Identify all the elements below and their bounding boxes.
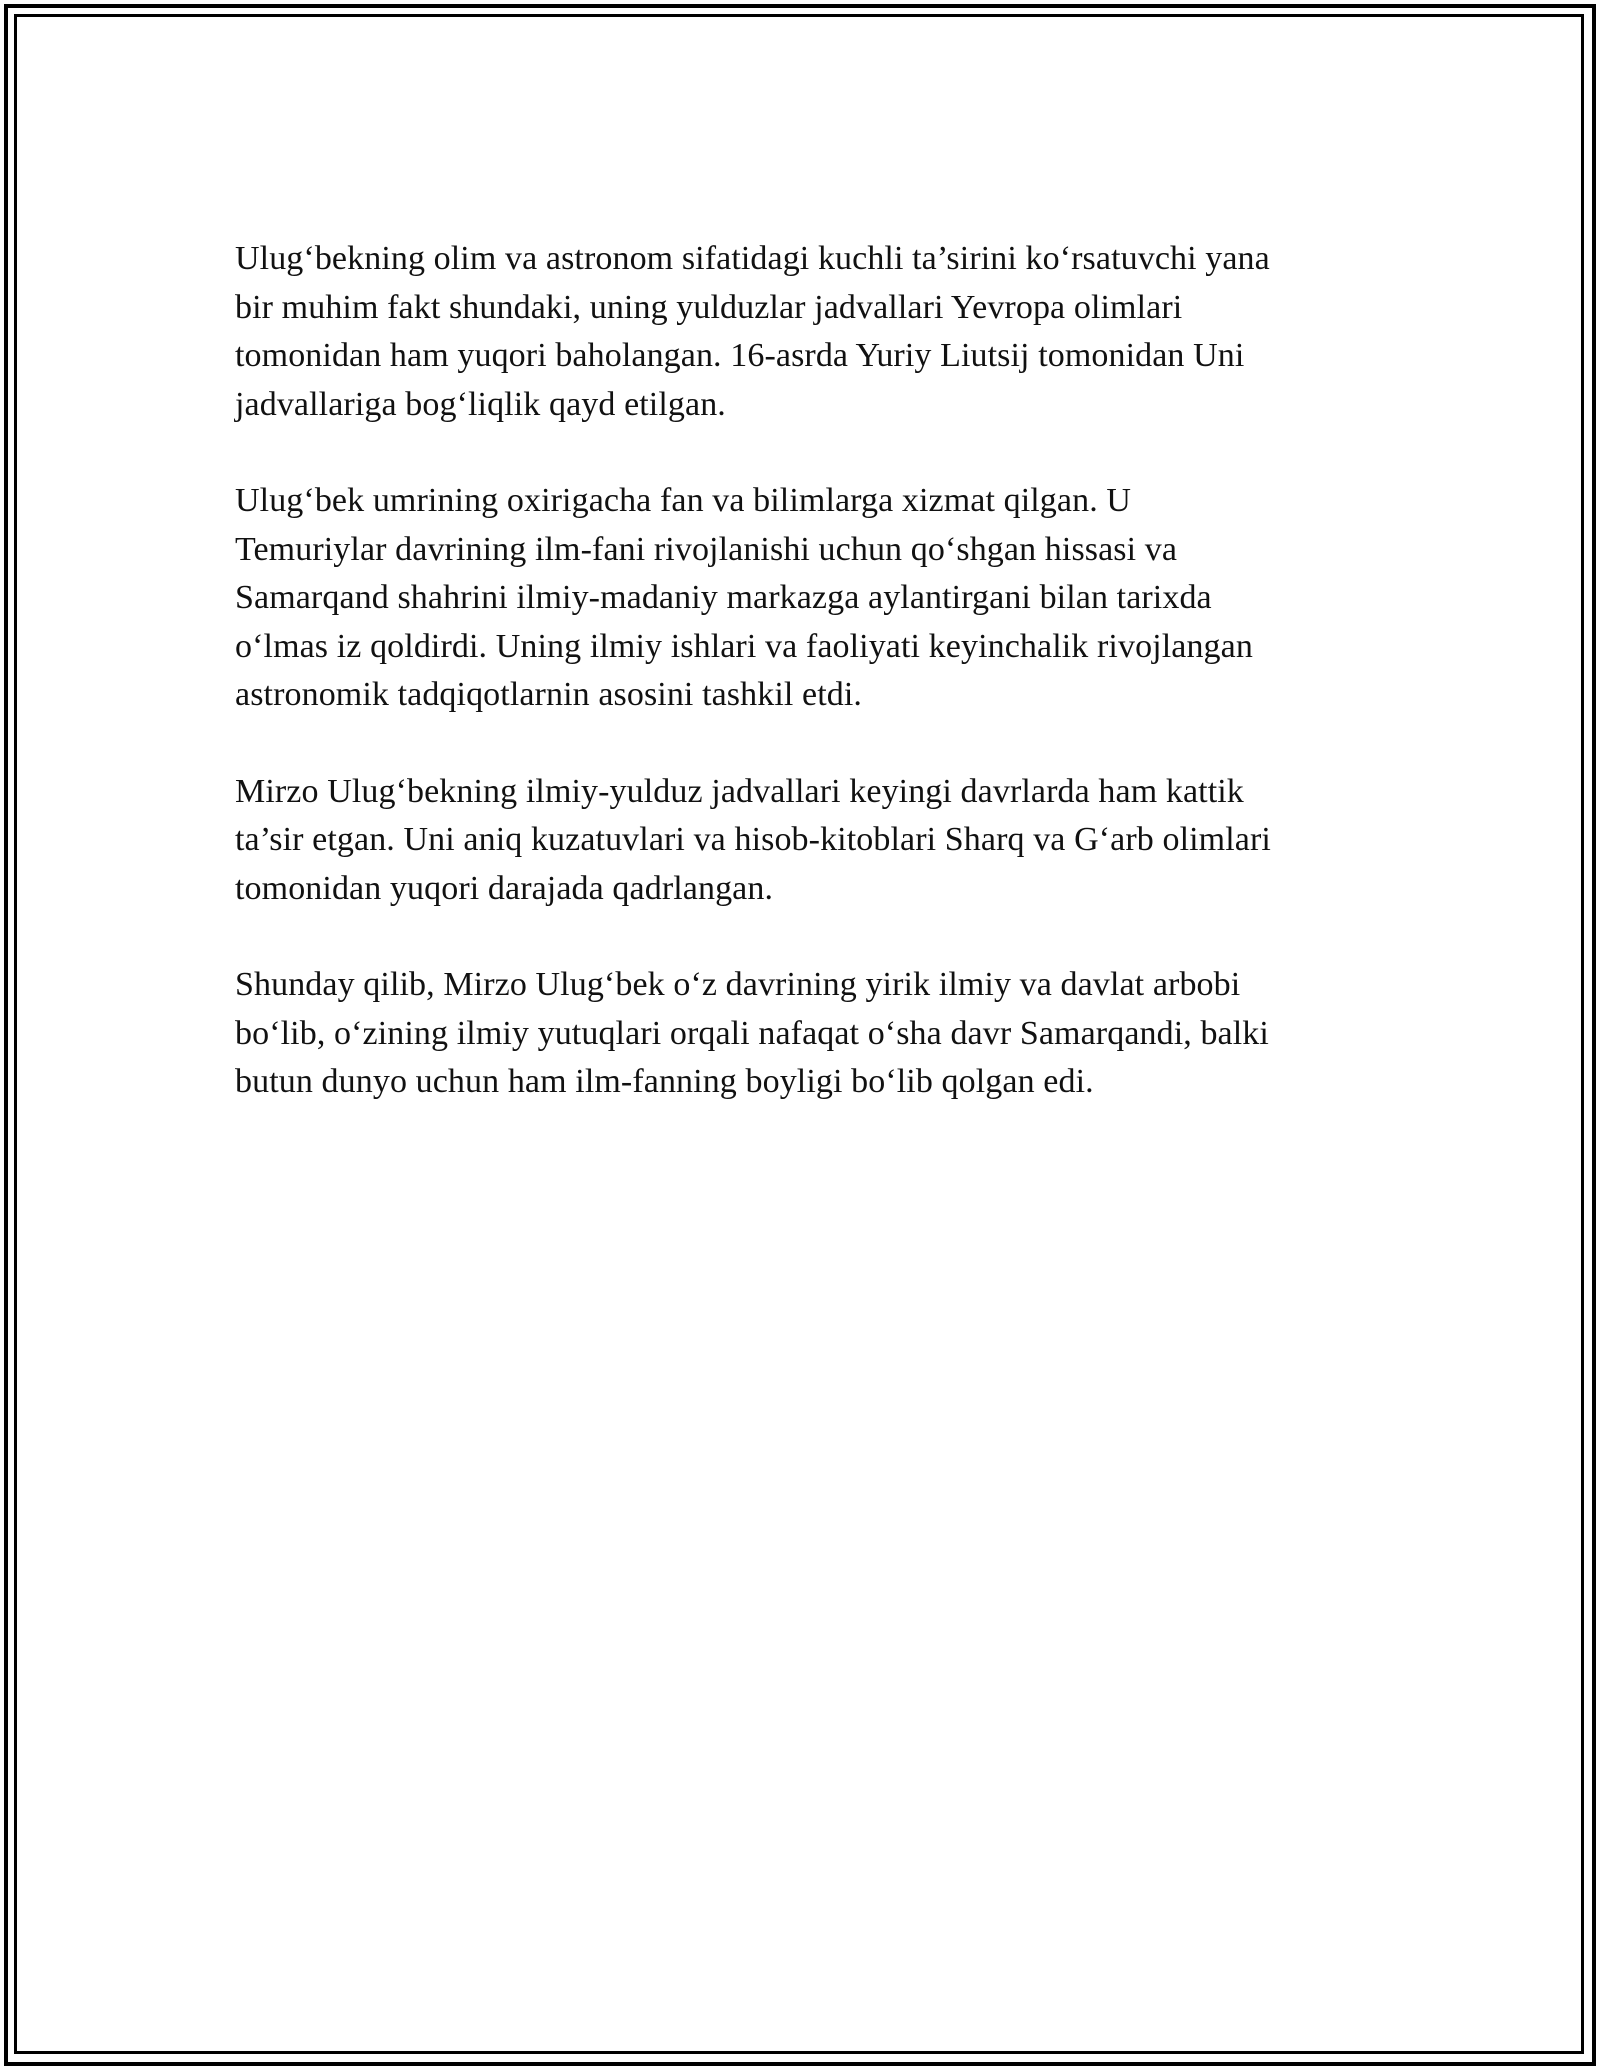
paragraph-4	[235, 961, 1365, 1107]
paragraph-1	[235, 235, 1365, 429]
text-line: astronomik tadqiqotlarnin asosini tashkil etdi.	[235, 676, 863, 713]
text-line: Shunday qilib, Mirzo Ulug‘bek o‘z davrining yirik ilmiy va davlat arbobi	[235, 966, 1241, 1003]
text-line: jadvallariga bog‘liqlik qayd etilgan.	[235, 385, 726, 423]
text-line: o‘lmas iz qoldirdi. Uning ilmiy ishlari va faoliyati keyinchalik rivojlangan	[235, 627, 1253, 665]
text-line: bo‘lib, o‘zining ilmiy yutuqlari orqali nafaqat o‘sha davr Samarqandi, balki	[235, 1014, 1269, 1052]
text-line: Samarqand shahrini ilmiy-madaniy markazga aylantirgani bilan tarixda	[235, 579, 1212, 616]
text-line: Mirzo Ulug‘bekning ilmiy-yulduz jadvallari keyingi davrlarda ham kattik	[235, 772, 1244, 810]
text-line: tomonidan ham yuqori baholangan. 16-asrda Yuriy Liutsij tomonidan Uni	[235, 337, 1245, 374]
text-line: Ulug‘bekning olim va astronom sifatidagi kuchli ta’sirini ko‘rsatuvchi yana	[235, 240, 1270, 277]
text-line: ta’sir etgan. Uni aniq kuzatuvlari va hisob-kitoblari Sharq va G‘arb olimlari	[235, 821, 1271, 858]
paragraph-3	[235, 768, 1365, 914]
text-line: butun dunyo uchun ham ilm-fanning boyligi bo‘lib qolgan edi.	[235, 1063, 1094, 1100]
text-line: tomonidan yuqori darajada qadrlangan.	[235, 869, 774, 907]
document-body	[235, 235, 1365, 1155]
text-line: bir muhim fakt shundaki, uning yulduzlar jadvallari Yevropa olimlari	[235, 288, 1183, 326]
text-line: Temuriylar davrining ilm-fani rivojlanishi uchun qo‘shgan hissasi va	[235, 530, 1178, 568]
text-line: Ulug‘bek umrining oxirigacha fan va bilimlarga xizmat qilgan. U	[235, 482, 1132, 519]
paragraph-2	[235, 477, 1365, 720]
